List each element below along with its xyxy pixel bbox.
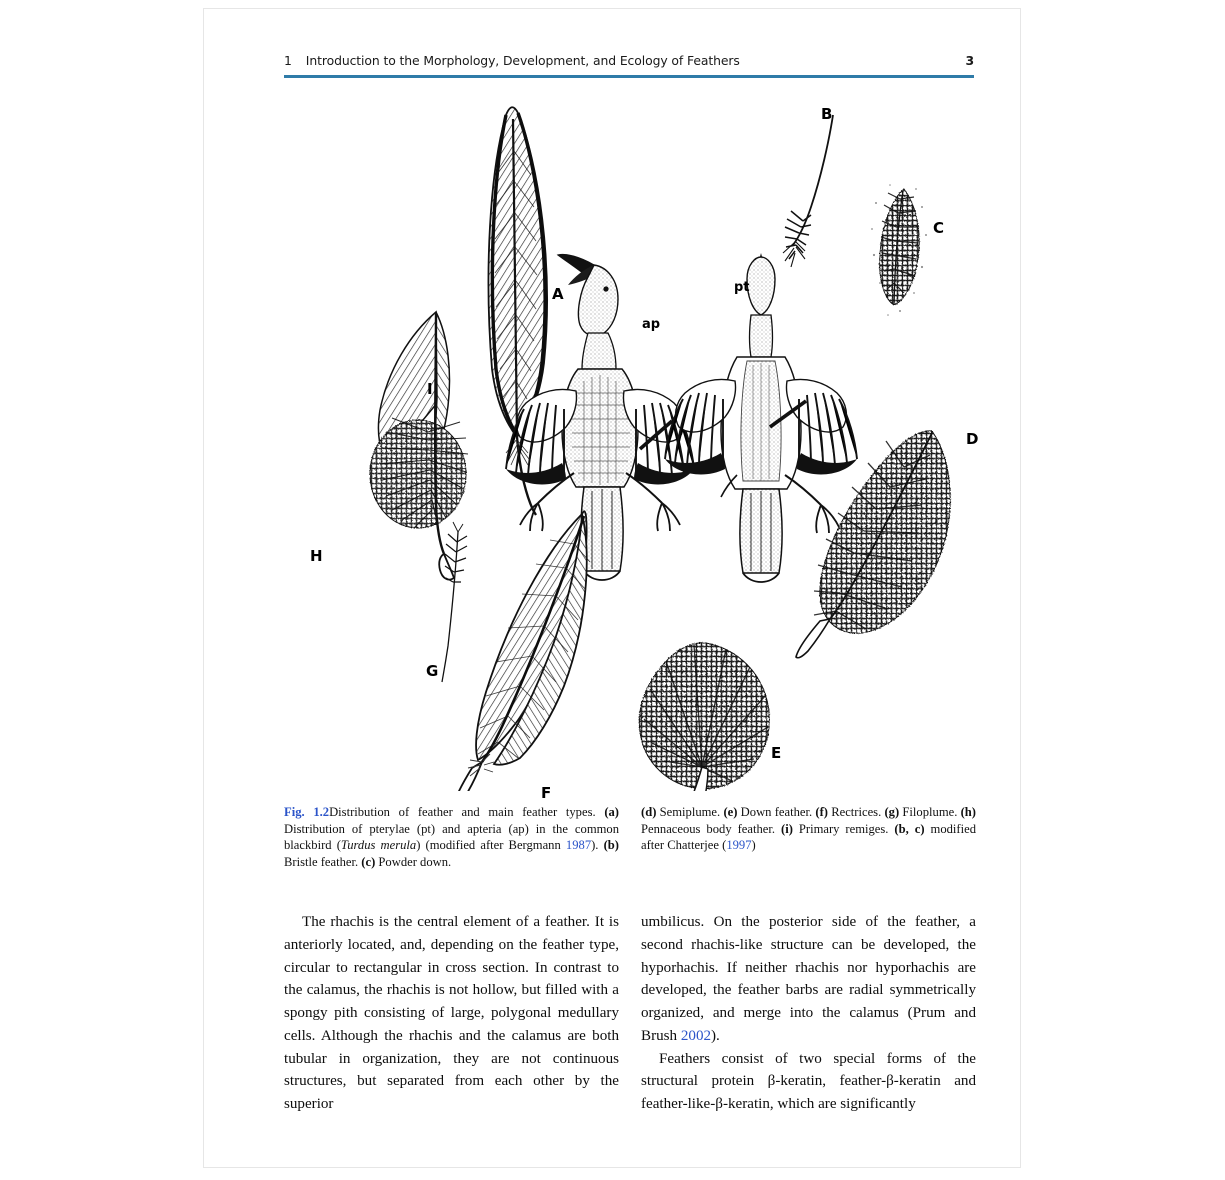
text-run: Distribution of feather and main feather types. xyxy=(329,805,605,819)
figure-label-f: F xyxy=(541,784,552,802)
figure-1-2 xyxy=(284,91,979,802)
text-run: Feathers consist of two special forms of the structural protein β-keratin, feather-β-keratin and feather-like-β-keratin, which are significantly xyxy=(641,1050,976,1113)
figure-label-b: B xyxy=(821,105,833,123)
panel-c-powder-down xyxy=(871,184,927,316)
body-text xyxy=(284,911,976,1116)
text-run: The rhachis is the central element of a feather. It is anteriorly located, and, depending on the feather type, circular to rectangular in cross section. In contrast to the calamus, the rhachis is not hollow, but filled with a spongy pith consisting of large, polygonal medullary cells. Although the rhachis and the calamus are both tubular in organization, they are not continuous structures, but separated from each other by the superior xyxy=(284,914,619,1113)
caption-panel-key: (i) xyxy=(781,821,793,836)
figure-label-e: E xyxy=(771,744,782,762)
caption-panel-key: (f) xyxy=(815,805,828,819)
annotation-pt: pt xyxy=(734,280,750,295)
figure-caption-right-column xyxy=(641,804,976,871)
figure-label-g: G xyxy=(426,662,439,680)
text-run: umbilicus. On the posterior side of the feather, a second rhachis-like structure can be developed, the hyporhachis. If neither rhachis nor hyporhachis are developed, the feather barbs are radial symmetrically organized, and merge into the calamus (Prum and Brush xyxy=(641,914,976,1044)
caption-panel-key: (g) xyxy=(884,805,900,819)
caption-panel-key: (b, c) xyxy=(894,821,925,836)
figure-caption-left-column xyxy=(284,804,619,871)
blackbird-dorsal-view xyxy=(665,253,857,582)
figure-label-c: C xyxy=(933,219,945,237)
document-page xyxy=(203,8,1021,1168)
citation-year[interactable]: 1997 xyxy=(726,838,752,853)
text-run: ) (modified after Bergmann xyxy=(416,838,566,853)
page-number: 3 xyxy=(965,53,974,68)
figure-caption xyxy=(284,804,976,871)
text-run: ) xyxy=(751,838,756,853)
body-paragraph xyxy=(641,911,976,1048)
feather-plate-illustration xyxy=(284,91,974,791)
caption-panel-key: (b) xyxy=(603,838,619,853)
body-column-left xyxy=(284,911,619,1116)
citation-year[interactable]: 2002 xyxy=(680,1027,712,1044)
annotation-ap: ap xyxy=(642,317,661,332)
caption-panel-key: (a) xyxy=(604,805,619,819)
text-run: Primary remiges. xyxy=(792,821,895,836)
panel-b-bristle-feather xyxy=(783,115,833,267)
text-run: Down feather. xyxy=(737,805,816,819)
citation-year[interactable]: 1987 xyxy=(565,838,592,853)
text-run: Bristle feather. xyxy=(284,855,362,870)
panel-f-rectrices xyxy=(452,511,590,791)
running-title: Introduction to the Morphology, Development, and Ecology of Feathers xyxy=(305,53,740,68)
figure-label-d: D xyxy=(966,430,979,448)
text-run: modified after Chatterjee ( xyxy=(641,821,976,853)
text-run: ). xyxy=(591,838,604,853)
figure-caption-right-text xyxy=(641,805,976,852)
caption-panel-key: (d) xyxy=(641,805,657,819)
body-paragraph xyxy=(284,911,619,1116)
text-run: Powder down. xyxy=(375,855,452,870)
figure-label-h: H xyxy=(310,547,323,565)
caption-panel-key: (c) xyxy=(361,855,376,870)
caption-panel-key: (e) xyxy=(723,805,738,819)
figure-label-a: A xyxy=(552,285,564,303)
figure-caption-tag: Fig. 1.2 xyxy=(284,805,330,819)
figure-label-i: I xyxy=(427,380,433,398)
text-run: Distribution of pterylae (pt) and apteria (ap) in the common blackbird ( xyxy=(284,821,619,853)
body-paragraph xyxy=(641,1048,976,1116)
text-run: Filoplume. xyxy=(899,805,961,819)
figure-caption-left-text xyxy=(284,805,619,869)
species-name: Turdus merula xyxy=(340,838,417,853)
text-run: Pennaceous body feather. xyxy=(641,821,781,836)
text-run: Rectrices. xyxy=(827,805,885,819)
header-rule xyxy=(284,75,974,78)
text-run: Semiplume. xyxy=(656,805,724,819)
body-column-right xyxy=(641,911,976,1116)
panel-g-filoplume xyxy=(442,522,467,682)
chapter-number: 1 xyxy=(284,53,292,68)
running-head-left xyxy=(284,53,740,68)
panel-e-down-feather xyxy=(639,643,769,791)
caption-panel-key: (h) xyxy=(960,805,977,819)
text-run: ). xyxy=(711,1027,720,1044)
